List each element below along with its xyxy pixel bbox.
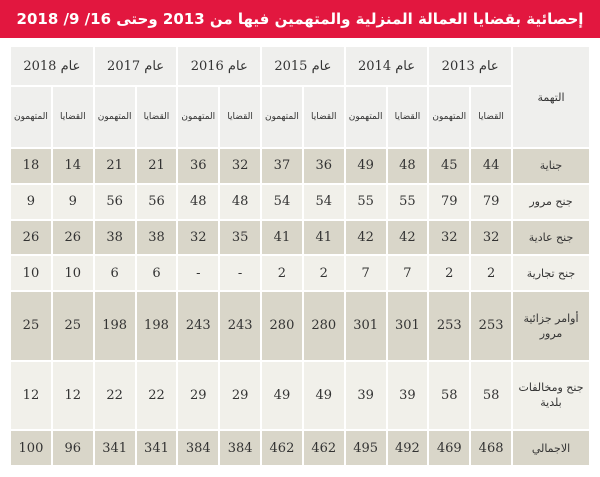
table-cell: 38 [137, 221, 177, 255]
table-cell: 7 [388, 256, 428, 290]
table-cell: 12 [11, 362, 51, 430]
table-cell: 26 [11, 221, 51, 255]
charge-column-header: التهمة [513, 47, 589, 147]
accused-subheader: المتهمون [95, 87, 135, 147]
table-cell: 6 [95, 256, 135, 290]
table-cell: 49 [262, 362, 302, 430]
table-cell: 2 [262, 256, 302, 290]
cases-subheader: القضايا [388, 87, 428, 147]
table-cell: 2 [429, 256, 469, 290]
table-cell: 25 [11, 292, 51, 360]
table-cell: 10 [11, 256, 51, 290]
table-cell: 42 [346, 221, 386, 255]
table-cell: 100 [11, 431, 51, 465]
year-header: عام 2016 [178, 47, 260, 85]
accused-subheader: المتهمون [429, 87, 469, 147]
table-cell: 26 [53, 221, 93, 255]
table-cell: 253 [471, 292, 511, 360]
cases-subheader: القضايا [471, 87, 511, 147]
table-cell: 2 [304, 256, 344, 290]
table-cell: 12 [53, 362, 93, 430]
table-cell: 37 [262, 149, 302, 183]
table-cell: 48 [220, 185, 260, 219]
total-row [11, 431, 589, 465]
statistics-table [9, 45, 591, 467]
table-cell: 35 [220, 221, 260, 255]
table-cell: 41 [304, 221, 344, 255]
table-cell: 9 [53, 185, 93, 219]
table-cell: 42 [388, 221, 428, 255]
row-label: جنح تجارية [513, 256, 589, 290]
table-cell: 39 [346, 362, 386, 430]
table-row [11, 292, 589, 360]
year-header: عام 2014 [346, 47, 428, 85]
accused-subheader: المتهمون [11, 87, 51, 147]
table-cell: 48 [178, 185, 218, 219]
accused-subheader: المتهمون [346, 87, 386, 147]
row-label: أوامر جزائية مرور [513, 292, 589, 360]
table-cell: 301 [346, 292, 386, 360]
table-cell: 22 [95, 362, 135, 430]
table-cell: 49 [304, 362, 344, 430]
table-row [11, 221, 589, 255]
table-cell: 55 [346, 185, 386, 219]
table-cell: 54 [304, 185, 344, 219]
table-cell: 7 [346, 256, 386, 290]
table-cell: 384 [220, 431, 260, 465]
table-cell: 301 [388, 292, 428, 360]
table-cell: 495 [346, 431, 386, 465]
cases-subheader: القضايا [53, 87, 93, 147]
table-cell: 198 [137, 292, 177, 360]
table-cell: 243 [178, 292, 218, 360]
table-cell: 253 [429, 292, 469, 360]
row-label: جنح مرور [513, 185, 589, 219]
table-cell: - [220, 256, 260, 290]
table-cell: 18 [11, 149, 51, 183]
row-label: الاجمالي [513, 431, 589, 465]
table-cell: 56 [137, 185, 177, 219]
table-cell: 341 [95, 431, 135, 465]
row-label: جنح ومخالفات بلدية [513, 362, 589, 430]
table-cell: 32 [220, 149, 260, 183]
table-cell: 243 [220, 292, 260, 360]
table-cell: 41 [262, 221, 302, 255]
sub-header-row [11, 87, 589, 147]
table-cell: 44 [471, 149, 511, 183]
table-cell: 32 [429, 221, 469, 255]
table-cell: 48 [388, 149, 428, 183]
table-cell: 468 [471, 431, 511, 465]
table-cell: 25 [53, 292, 93, 360]
table-row [11, 149, 589, 183]
table-cell: 45 [429, 149, 469, 183]
year-header: عام 2013 [429, 47, 511, 85]
cases-subheader: القضايا [137, 87, 177, 147]
table-cell: 36 [178, 149, 218, 183]
cases-subheader: القضايا [304, 87, 344, 147]
table-cell: 58 [429, 362, 469, 430]
table-row [11, 256, 589, 290]
year-header: عام 2015 [262, 47, 344, 85]
table-cell: 49 [346, 149, 386, 183]
year-header-row [11, 47, 589, 85]
table-cell: 22 [137, 362, 177, 430]
table-cell: 56 [95, 185, 135, 219]
row-label: جناية [513, 149, 589, 183]
table-cell: 384 [178, 431, 218, 465]
table-cell: 36 [304, 149, 344, 183]
table-cell: 21 [95, 149, 135, 183]
row-label: جنح عادية [513, 221, 589, 255]
accused-subheader: المتهمون [178, 87, 218, 147]
year-header: عام 2018 [11, 47, 93, 85]
table-row [11, 185, 589, 219]
table-cell: 29 [220, 362, 260, 430]
year-header: عام 2017 [95, 47, 177, 85]
table-cell: 280 [262, 292, 302, 360]
page-title: إحصائية بقضايا العمالة المنزلية والمتهمين فيها من 2013 وحتى 16/ 9/ 2018 [0, 0, 600, 38]
table-cell: 79 [471, 185, 511, 219]
table-cell: 79 [429, 185, 469, 219]
table-cell: 32 [471, 221, 511, 255]
table-cell: 2 [471, 256, 511, 290]
table-cell: 96 [53, 431, 93, 465]
table-cell: 462 [304, 431, 344, 465]
table-cell: 6 [137, 256, 177, 290]
table-cell: 32 [178, 221, 218, 255]
table-cell: 39 [388, 362, 428, 430]
table-cell: 9 [11, 185, 51, 219]
cases-subheader: القضايا [220, 87, 260, 147]
table-cell: 29 [178, 362, 218, 430]
table-cell: 14 [53, 149, 93, 183]
table-cell: 492 [388, 431, 428, 465]
table-cell: 462 [262, 431, 302, 465]
table-cell: 54 [262, 185, 302, 219]
table-cell: 55 [388, 185, 428, 219]
table-cell: 38 [95, 221, 135, 255]
table-cell: 280 [304, 292, 344, 360]
accused-subheader: المتهمون [262, 87, 302, 147]
table-cell: 341 [137, 431, 177, 465]
table-cell: 21 [137, 149, 177, 183]
table-cell: 58 [471, 362, 511, 430]
table-cell: 469 [429, 431, 469, 465]
table-cell: 10 [53, 256, 93, 290]
table-cell: 198 [95, 292, 135, 360]
table-row [11, 362, 589, 430]
table-cell: - [178, 256, 218, 290]
